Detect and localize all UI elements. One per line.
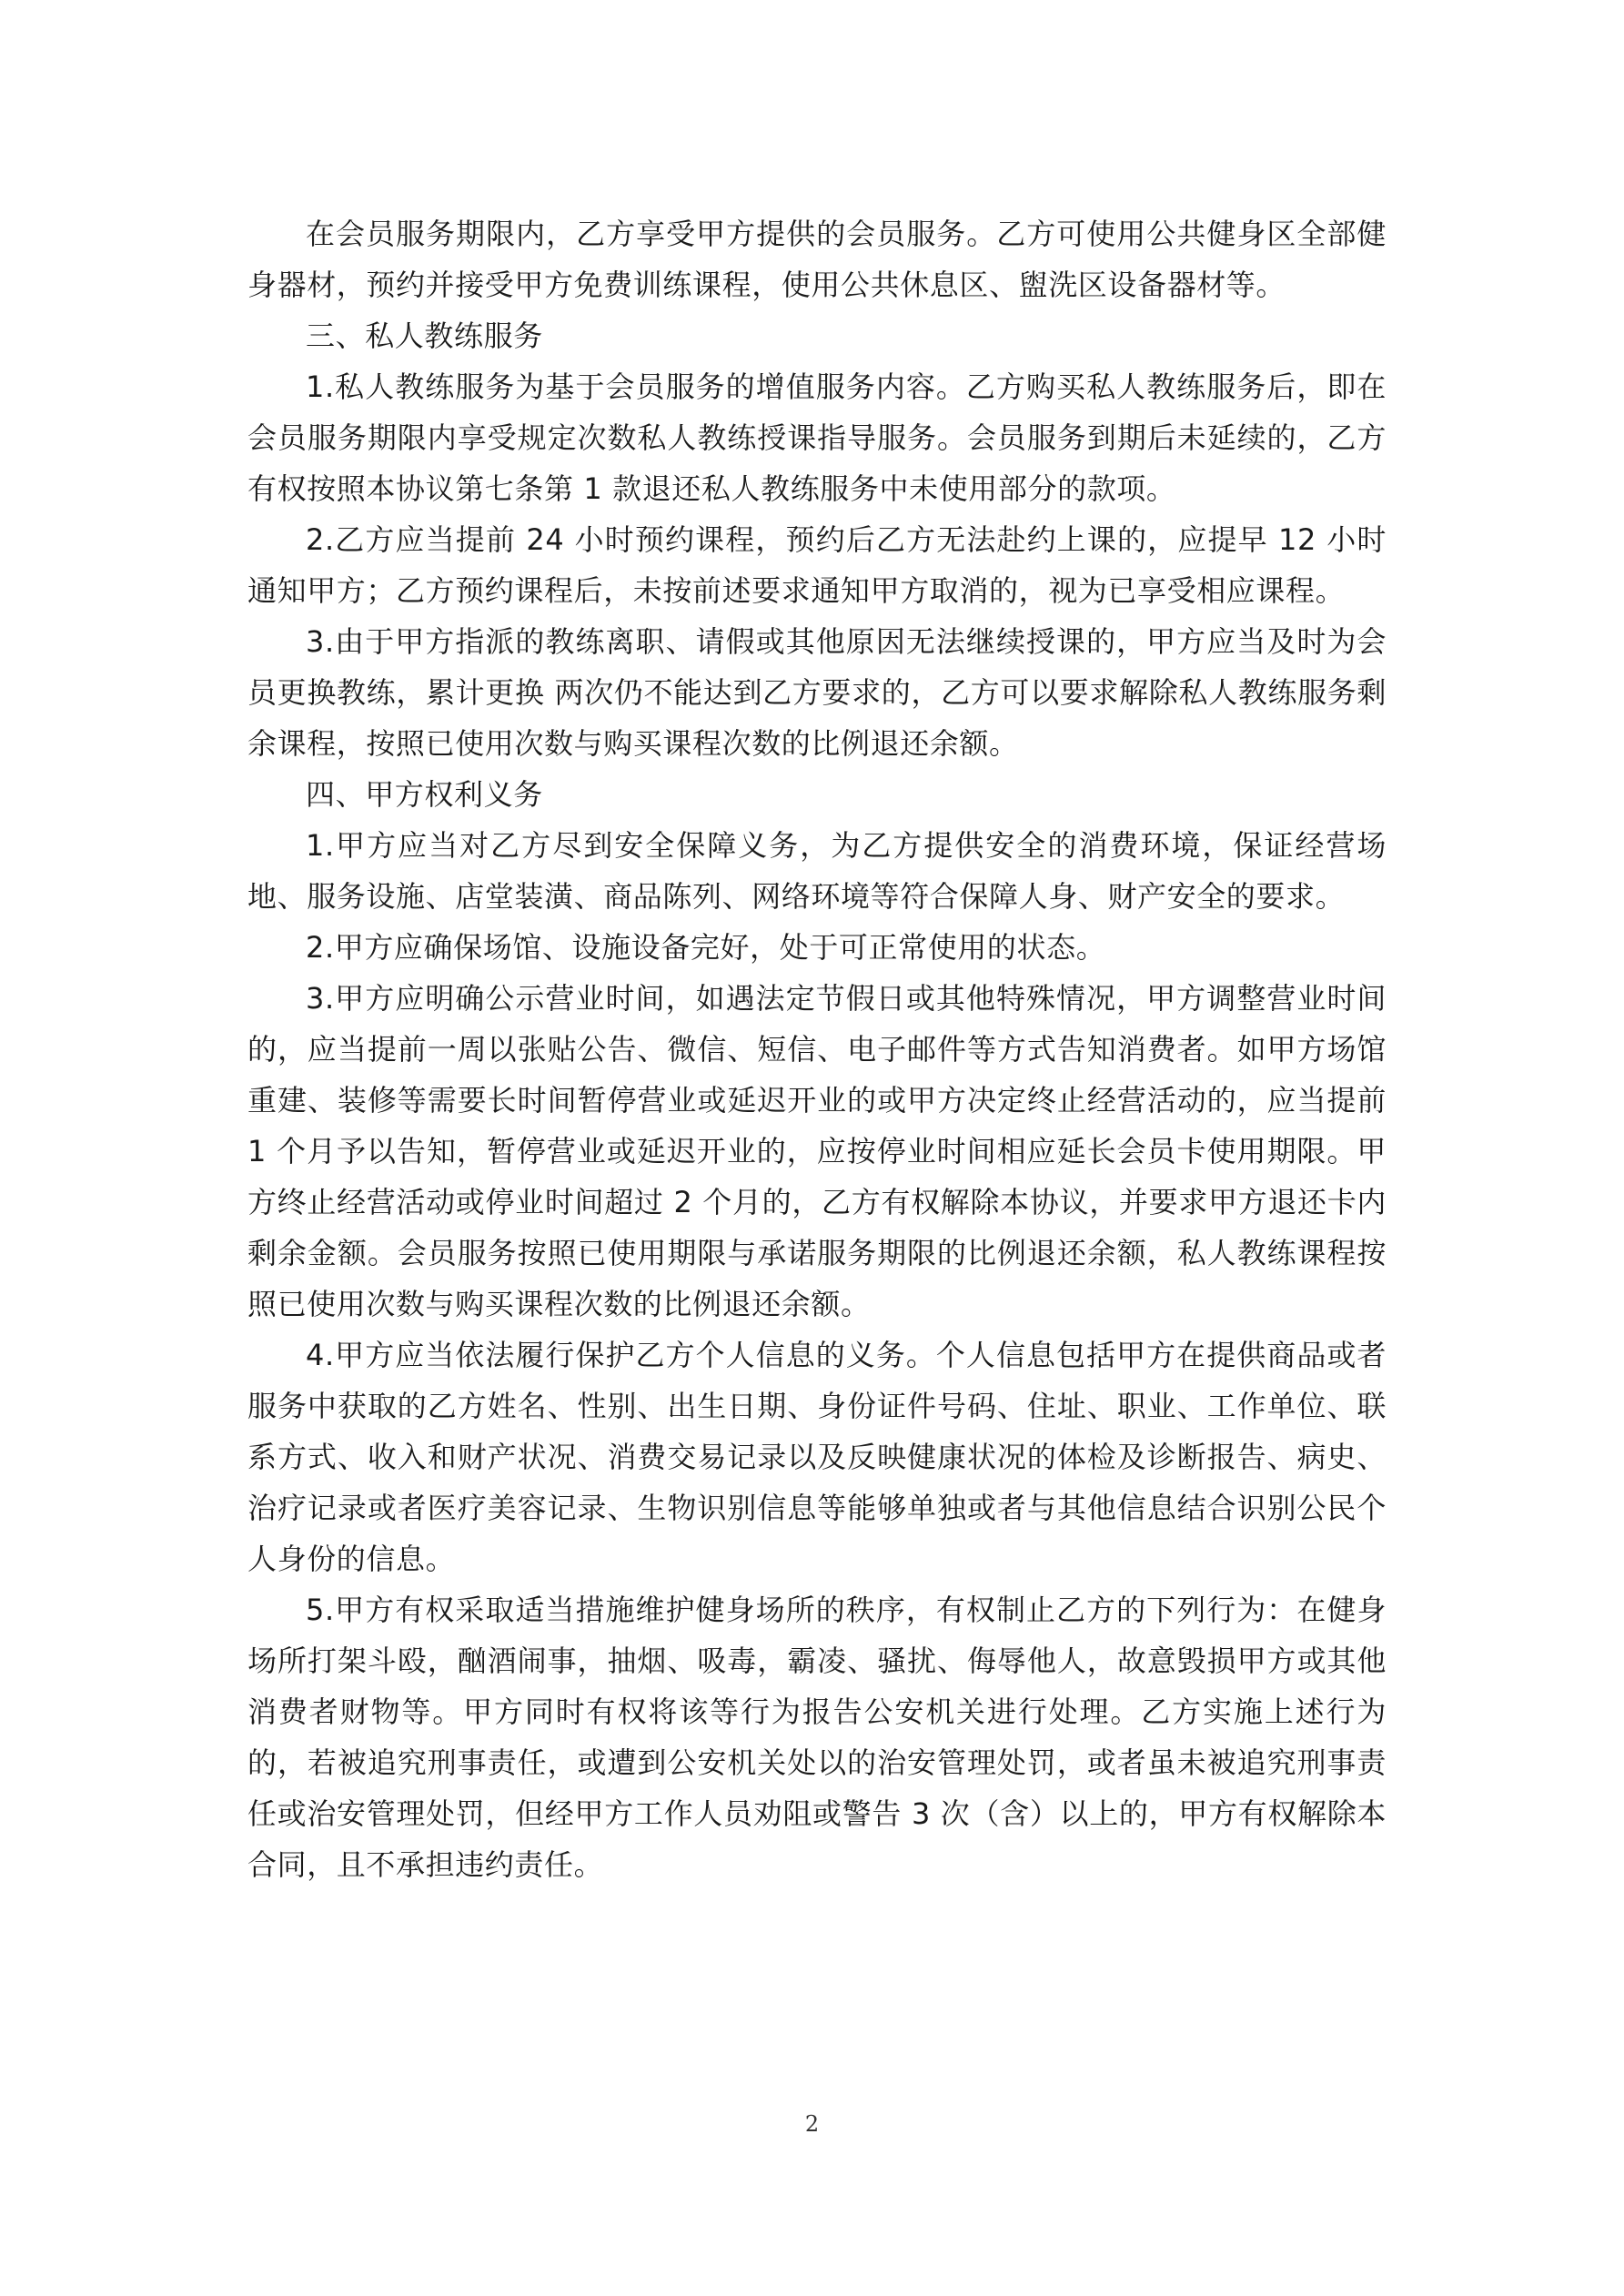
- paragraph-party-a-2: 2.甲方应确保场馆、设施设备完好，处于可正常使用的状态。: [306, 930, 1106, 965]
- section-heading-personal-trainer: 三、私人教练服务: [306, 319, 543, 353]
- section-heading-party-a-rights: 四、甲方权利义务: [306, 777, 543, 812]
- paragraph-trainer-1: 1.私人教练服务为基于会员服务的增值服务内容。乙方购买私人教练服务后，即在会员服务期限内享受规定次数私人教练授课指导服务。会员服务到期后未延续的，乙方有权按照本协议第七条第 1 款退还私人教练服务中未使用部分的款项。: [247, 369, 1387, 506]
- document-body: [247, 208, 1387, 1890]
- paragraph-trainer-3: 3.由于甲方指派的教练离职、请假或其他原因无法继续授课的，甲方应当及时为会员更换教练，累计更换 两次仍不能达到乙方要求的，乙方可以要求解除私人教练服务剩余课程，按照已使用次数与购买课程次数的比例退还余额。: [247, 624, 1387, 761]
- paragraph-party-a-5: 5.甲方有权采取适当措施维护健身场所的秩序，有权制止乙方的下列行为：在健身场所打架斗殴，酗酒闹事，抽烟、吸毒，霸凌、骚扰、侮辱他人，故意毁损甲方或其他消费者财物等。甲方同时有权将该等行为报告公安机关进行处理。乙方实施上述行为的，若被追究刑事责任，或遭到公安机关处以的治安管理处罚，或者虽未被追究刑事责任或治安管理处罚，但经甲方工作人员劝阻或警告 3 次（含）以上的，甲方有权解除本合同，且不承担违约责任。: [247, 1593, 1387, 1882]
- paragraph-trainer-2: 2.乙方应当提前 24 小时预约课程，预约后乙方无法赴约上课的，应提早 12 小时通知甲方；乙方预约课程后，未按前述要求通知甲方取消的，视为已享受相应课程。: [247, 522, 1387, 608]
- paragraph-party-a-4: 4.甲方应当依法履行保护乙方个人信息的义务。个人信息包括甲方在提供商品或者服务中获取的乙方姓名、性别、出生日期、身份证件号码、住址、职业、工作单位、联系方式、收入和财产状况、消费交易记录以及反映健康状况的体检及诊断报告、病史、治疗记录或者医疗美容记录、生物识别信息等能够单独或者与其他信息结合识别公民个人身份的信息。: [247, 1338, 1387, 1576]
- paragraph-member-service: 在会员服务期限内，乙方享受甲方提供的会员服务。乙方可使用公共健身区全部健身器材，预约并接受甲方免费训练课程，使用公共休息区、盥洗区设备器材等。: [247, 217, 1387, 302]
- paragraph-party-a-3: 3.甲方应明确公示营业时间，如遇法定节假日或其他特殊情况，甲方调整营业时间的，应当提前一周以张贴公告、微信、短信、电子邮件等方式告知消费者。如甲方场馆重建、装修等需要长时间暂停营业或延迟开业的或甲方决定终止经营活动的，应当提前 1 个月予以告知，暂停营业或延迟开业的，应按停业时间相应延长会员卡使用期限。甲方终止经营活动或停业时间超过 2 个月的，乙方有权解除本协议，并要求甲方退还卡内剩余金额。会员服务按照已使用期限与承诺服务期限的比例退还余额，私人教练课程按照已使用次数与购买课程次数的比例退还余额。: [247, 981, 1387, 1321]
- paragraph-party-a-1: 1.甲方应当对乙方尽到安全保障义务，为乙方提供安全的消费环境，保证经营场地、服务设施、店堂装潢、商品陈列、网络环境等符合保障人身、财产安全的要求。: [247, 828, 1387, 914]
- page-number: 2: [804, 2111, 820, 2137]
